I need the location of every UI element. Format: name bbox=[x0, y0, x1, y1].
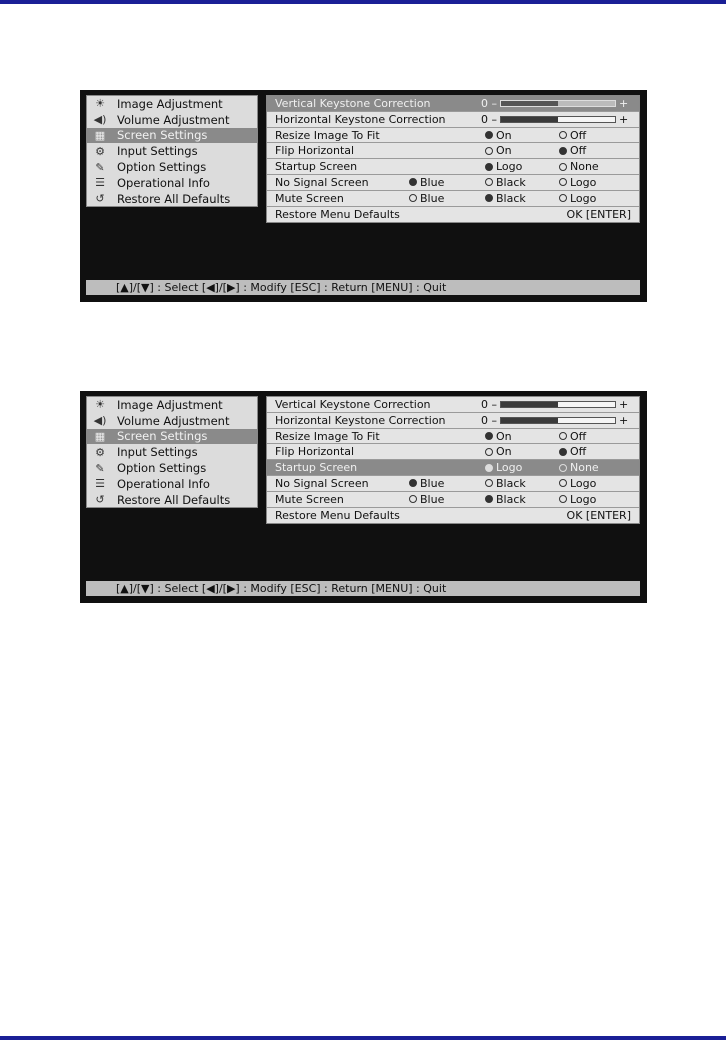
vertical-keystone-slider[interactable] bbox=[481, 97, 628, 110]
setting-label: No Signal Screen bbox=[275, 175, 369, 189]
row-startup-screen[interactable] bbox=[267, 460, 639, 476]
projector-menu-screen-2 bbox=[80, 391, 647, 603]
option-on[interactable] bbox=[485, 129, 512, 142]
slider-fill bbox=[501, 117, 558, 122]
key-help-bar: [▲]/[▼] : Select [◀]/[▶] : Modify [ESC] : Return [MENU] : Quit bbox=[86, 581, 640, 596]
menu-item-label: Restore All Defaults bbox=[117, 191, 231, 206]
radio-empty-icon bbox=[409, 194, 417, 202]
option-label: Logo bbox=[570, 191, 597, 205]
slider-plus: + bbox=[619, 112, 629, 126]
setting-label: Vertical Keystone Correction bbox=[275, 398, 431, 411]
setting-label: Vertical Keystone Correction bbox=[275, 97, 431, 110]
option-logo[interactable] bbox=[485, 160, 522, 173]
menu-item-option-settings[interactable] bbox=[87, 460, 257, 476]
option-label: Off bbox=[570, 445, 587, 459]
brightness-icon: ☀ bbox=[95, 398, 105, 412]
option-label: Logo bbox=[496, 461, 523, 475]
radio-selected-icon bbox=[485, 131, 493, 139]
menu-item-screen-settings[interactable] bbox=[87, 429, 257, 445]
menu-item-label: Input Settings bbox=[117, 445, 198, 460]
setting-label: Restore Menu Defaults bbox=[275, 207, 400, 221]
screen-grid-icon: ▦ bbox=[94, 429, 106, 443]
menu-item-label: Operational Info bbox=[117, 175, 210, 190]
setting-label: Startup Screen bbox=[275, 160, 358, 174]
setting-label: Resize Image To Fit bbox=[275, 128, 380, 142]
radio-selected-icon bbox=[559, 448, 567, 456]
option-blue[interactable] bbox=[409, 176, 444, 189]
option-none[interactable] bbox=[559, 160, 599, 173]
setting-label: Mute Screen bbox=[275, 492, 344, 506]
menu-item-operational-info[interactable] bbox=[87, 476, 257, 492]
option-label: On bbox=[496, 429, 512, 443]
option-label: Off bbox=[570, 429, 587, 443]
restore-icon: ↺ bbox=[95, 192, 105, 206]
option-blue[interactable] bbox=[409, 477, 444, 490]
speaker-icon: ◀) bbox=[93, 113, 107, 127]
slider-value: 0 bbox=[481, 97, 488, 110]
option-none[interactable] bbox=[559, 461, 599, 474]
slider-value: 0 bbox=[481, 112, 488, 126]
info-list-icon: ☰ bbox=[95, 176, 105, 190]
menu-item-label: Option Settings bbox=[117, 160, 207, 175]
menu-item-label: Screen Settings bbox=[117, 128, 208, 143]
row-vertical-keystone[interactable] bbox=[267, 397, 639, 413]
radio-empty-icon bbox=[559, 464, 567, 472]
radio-empty-icon bbox=[485, 178, 493, 186]
option-off[interactable] bbox=[559, 445, 586, 458]
option-logo[interactable] bbox=[559, 176, 596, 189]
menu-item-operational-info[interactable] bbox=[87, 175, 257, 191]
menu-item-volume-adjustment[interactable] bbox=[87, 413, 257, 429]
option-logo[interactable] bbox=[559, 493, 596, 506]
bottom-rule bbox=[0, 1036, 726, 1040]
option-off[interactable] bbox=[559, 129, 586, 142]
menu-item-label: Image Adjustment bbox=[117, 96, 223, 111]
option-label: On bbox=[496, 144, 512, 158]
wrench-icon: ✎ bbox=[95, 461, 105, 475]
setting-label: No Signal Screen bbox=[275, 476, 369, 490]
row-restore-menu-defaults[interactable] bbox=[267, 207, 639, 223]
slider-minus: – bbox=[491, 413, 497, 427]
setting-label: Horizontal Keystone Correction bbox=[275, 112, 446, 126]
radio-empty-icon bbox=[485, 479, 493, 487]
slider-minus: – bbox=[491, 97, 497, 110]
horizontal-keystone-slider[interactable] bbox=[481, 414, 628, 427]
radio-selected-icon bbox=[485, 194, 493, 202]
top-rule bbox=[0, 0, 726, 4]
option-blue[interactable] bbox=[409, 192, 444, 205]
menu-item-label: Volume Adjustment bbox=[117, 413, 230, 428]
ok-enter-button[interactable]: OK [ENTER] bbox=[566, 508, 631, 522]
input-connectors-icon: ⚙ bbox=[95, 144, 105, 158]
ok-enter-button[interactable]: OK [ENTER] bbox=[566, 207, 631, 221]
option-label: Black bbox=[496, 175, 526, 189]
projector-menu-screen-1 bbox=[80, 90, 647, 302]
radio-empty-icon bbox=[559, 432, 567, 440]
row-horizontal-keystone[interactable] bbox=[267, 413, 639, 429]
option-black[interactable] bbox=[485, 192, 526, 205]
option-label: Logo bbox=[496, 160, 523, 174]
slider-value: 0 bbox=[481, 398, 488, 411]
option-label: None bbox=[570, 160, 599, 174]
menu-item-restore-all-defaults[interactable] bbox=[87, 492, 257, 508]
radio-empty-icon bbox=[559, 194, 567, 202]
setting-label: Horizontal Keystone Correction bbox=[275, 413, 446, 427]
option-off[interactable] bbox=[559, 430, 586, 443]
option-on[interactable] bbox=[485, 144, 512, 157]
radio-empty-icon bbox=[559, 163, 567, 171]
menu-item-restore-all-defaults[interactable] bbox=[87, 191, 257, 207]
option-black[interactable] bbox=[485, 176, 526, 189]
row-flip-horizontal[interactable] bbox=[267, 143, 639, 159]
info-list-icon: ☰ bbox=[95, 477, 105, 491]
menu-item-screen-settings[interactable] bbox=[87, 128, 257, 144]
option-label: Logo bbox=[570, 492, 597, 506]
row-mute-screen[interactable] bbox=[267, 191, 639, 207]
option-label: Black bbox=[496, 476, 526, 490]
option-label: Off bbox=[570, 128, 587, 142]
menu-item-volume-adjustment[interactable] bbox=[87, 112, 257, 128]
slider-minus: – bbox=[491, 398, 497, 411]
option-black[interactable] bbox=[485, 493, 526, 506]
radio-empty-icon bbox=[559, 479, 567, 487]
menu-item-label: Option Settings bbox=[117, 461, 207, 476]
menu-item-label: Input Settings bbox=[117, 144, 198, 159]
slider-minus: – bbox=[491, 112, 497, 126]
row-no-signal-screen[interactable] bbox=[267, 175, 639, 191]
slider-plus: + bbox=[619, 97, 629, 110]
wrench-icon: ✎ bbox=[95, 160, 105, 174]
screen-settings-panel bbox=[266, 396, 640, 524]
radio-selected-icon bbox=[485, 464, 493, 472]
row-resize-image[interactable] bbox=[267, 429, 639, 445]
option-on[interactable] bbox=[485, 430, 512, 443]
speaker-icon: ◀) bbox=[93, 414, 107, 428]
restore-icon: ↺ bbox=[95, 493, 105, 507]
menu-item-label: Screen Settings bbox=[117, 429, 208, 444]
radio-empty-icon bbox=[485, 147, 493, 155]
setting-label: Restore Menu Defaults bbox=[275, 508, 400, 522]
main-menu bbox=[86, 396, 258, 508]
menu-item-input-settings[interactable] bbox=[87, 444, 257, 460]
slider-track[interactable] bbox=[500, 116, 616, 123]
radio-empty-icon bbox=[559, 131, 567, 139]
option-black[interactable] bbox=[485, 477, 526, 490]
option-label: On bbox=[496, 445, 512, 459]
radio-empty-icon bbox=[559, 495, 567, 503]
radio-selected-icon bbox=[409, 479, 417, 487]
menu-item-image-adjustment[interactable] bbox=[87, 397, 257, 413]
screen-grid-icon: ▦ bbox=[94, 128, 106, 142]
option-logo[interactable] bbox=[485, 461, 522, 474]
menu-item-label: Volume Adjustment bbox=[117, 112, 230, 127]
setting-label: Flip Horizontal bbox=[275, 144, 355, 158]
option-blue[interactable] bbox=[409, 493, 444, 506]
option-label: Black bbox=[496, 492, 526, 506]
input-connectors-icon: ⚙ bbox=[95, 445, 105, 459]
row-horizontal-keystone[interactable] bbox=[267, 112, 639, 128]
key-help-bar: [▲]/[▼] : Select [◀]/[▶] : Modify [ESC] : Return [MENU] : Quit bbox=[86, 280, 640, 295]
row-mute-screen[interactable] bbox=[267, 492, 639, 508]
row-resize-image[interactable] bbox=[267, 128, 639, 144]
slider-plus: + bbox=[619, 413, 629, 427]
option-label: None bbox=[570, 461, 599, 475]
menu-item-option-settings[interactable] bbox=[87, 159, 257, 175]
option-label: Black bbox=[496, 191, 526, 205]
menu-item-image-adjustment[interactable] bbox=[87, 96, 257, 112]
setting-label: Mute Screen bbox=[275, 191, 344, 205]
main-menu bbox=[86, 95, 258, 207]
slider-fill bbox=[501, 402, 558, 407]
setting-label: Resize Image To Fit bbox=[275, 429, 380, 443]
row-restore-menu-defaults[interactable] bbox=[267, 508, 639, 524]
option-off[interactable] bbox=[559, 144, 586, 157]
menu-item-label: Restore All Defaults bbox=[117, 492, 231, 507]
radio-selected-icon bbox=[485, 432, 493, 440]
option-label: Blue bbox=[420, 492, 445, 506]
menu-item-label: Operational Info bbox=[117, 476, 210, 491]
radio-empty-icon bbox=[559, 178, 567, 186]
brightness-icon: ☀ bbox=[95, 97, 105, 111]
slider-fill bbox=[501, 418, 558, 423]
screen-settings-panel bbox=[266, 95, 640, 223]
option-label: On bbox=[496, 128, 512, 142]
row-flip-horizontal[interactable] bbox=[267, 444, 639, 460]
row-startup-screen[interactable] bbox=[267, 159, 639, 175]
setting-label: Flip Horizontal bbox=[275, 445, 355, 459]
option-label: Blue bbox=[420, 191, 445, 205]
row-vertical-keystone[interactable] bbox=[267, 96, 639, 112]
option-label: Blue bbox=[420, 476, 445, 490]
slider-value: 0 bbox=[481, 413, 488, 427]
slider-track[interactable] bbox=[500, 100, 616, 107]
setting-label: Startup Screen bbox=[275, 461, 358, 475]
option-label: Blue bbox=[420, 175, 445, 189]
option-on[interactable] bbox=[485, 445, 512, 458]
vertical-keystone-slider[interactable] bbox=[481, 398, 628, 411]
horizontal-keystone-slider[interactable] bbox=[481, 113, 628, 126]
option-label: Off bbox=[570, 144, 587, 158]
radio-selected-icon bbox=[559, 147, 567, 155]
menu-item-label: Image Adjustment bbox=[117, 397, 223, 412]
slider-track[interactable] bbox=[500, 401, 616, 408]
radio-empty-icon bbox=[409, 495, 417, 503]
menu-item-input-settings[interactable] bbox=[87, 143, 257, 159]
radio-selected-icon bbox=[409, 178, 417, 186]
row-no-signal-screen[interactable] bbox=[267, 476, 639, 492]
radio-selected-icon bbox=[485, 495, 493, 503]
option-logo[interactable] bbox=[559, 477, 596, 490]
radio-selected-icon bbox=[485, 163, 493, 171]
option-label: Logo bbox=[570, 476, 597, 490]
radio-empty-icon bbox=[485, 448, 493, 456]
option-label: Logo bbox=[570, 175, 597, 189]
option-logo[interactable] bbox=[559, 192, 596, 205]
slider-track[interactable] bbox=[500, 417, 616, 424]
slider-plus: + bbox=[619, 398, 629, 411]
slider-fill bbox=[501, 101, 558, 106]
